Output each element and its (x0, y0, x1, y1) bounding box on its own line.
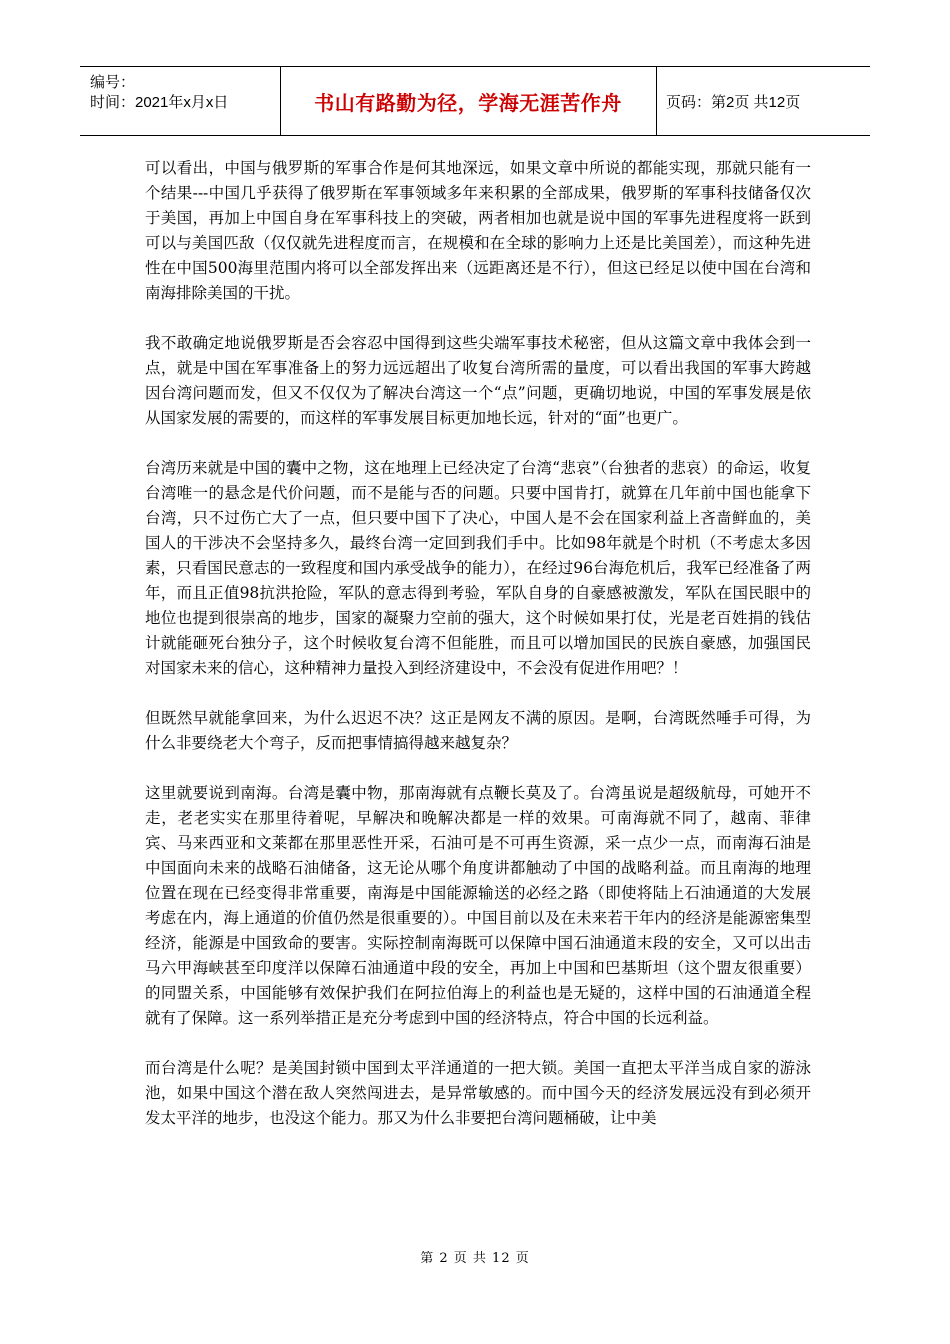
paragraph-2: 我不敢确定地说俄罗斯是否会容忍中国得到这些尖端军事技术秘密，但从这篇文章中我体会到一点，就是中国在军事准备上的努力远远超出了收复台湾所需的量度，可以看出我国的军事大跨越因台湾问题而发，但又不仅仅为了解决台湾这一个“点”问题，更确切地说，中国的军事发展是依从国家发展的需要的，而这样的军事发展目标更加地长远，针对的“面”也更广。 (145, 334, 811, 427)
header-page-number: 页码：第2页 共12页 (666, 93, 801, 111)
page-footer: 第 2 页 共 12 页 (420, 1251, 530, 1266)
paragraph-4: 但既然早就能拿回来，为什么迟迟不决？这正是网友不满的原因。是啊，台湾既然唾手可得，为什么非要绕老大个弯子，反而把事情搞得越来越复杂？ (145, 709, 811, 752)
document-body (145, 156, 811, 1156)
header-divider-right (656, 67, 657, 135)
header-motto: 书山有路勤为径，学海无涯苦作舟 (314, 90, 622, 115)
header-meta (90, 73, 228, 113)
paragraph-6: 而台湾是什么呢？是美国封锁中国到太平洋通道的一把大锁。美国一直把太平洋当成自家的游泳池，如果中国这个潜在敌人突然闯进去，是异常敏感的。而中国今天的经济发展远没有到必须开发太平洋的地步，也没这个能力。那又为什么非要把台湾问题桶破，让中美 (145, 1059, 811, 1127)
paragraph-3: 台湾历来就是中国的囊中之物，这在地理上已经决定了台湾“悲哀”（台独者的悲哀）的命运，收复台湾唯一的悬念是代价问题，而不是能与否的问题。只要中国肯打，就算在几年前中国也能拿下台湾，只不过伤亡大了一点，但只要中国下了决心，中国人是不会在国家利益上吝啬鲜血的，美国人的干涉决不会坚持多久，最终台湾一定回到我们手中。比如98年就是个时机（不考虑太多因素，只看国民意志的一致程度和国内承受战争的能力），在经过96台海危机后，我军已经准备了两年，而且正值98抗洪抢险，军队的意志得到考验，军队自身的自豪感被激发，军队在国民眼中的地位也提到很崇高的地步，国家的凝聚力空前的强大，这个时候如果打仗，光是老百姓捐的钱估计就能砸死台独分子，这个时候收复台湾不但能胜，而且可以增加国民的民族自豪感，加强国民对国家未来的信心，这种精神力量投入到经济建设中，不会没有促进作用吧？！ (145, 459, 811, 677)
document-number-label: 编号： (90, 74, 136, 91)
paragraph-5: 这里就要说到南海。台湾是囊中物，那南海就有点鞭长莫及了。台湾虽说是超级航母，可她开不走，老老实实在那里待着呢，早解决和晚解决都是一样的效果。可南海就不同了，越南、菲律宾、马来西亚和文莱都在那里恶性开采，石油可是不可再生资源，采一点少一点，而南海石油是中国面向未来的战略石油储备，这无论从哪个角度讲都触动了中国的战略利益。而且南海的地理位置在现在已经变得非常重要，南海是中国能源输送的必经之路（即使将陆上石油通道的大发展考虑在内，海上通道的价值仍然是很重要的）。中国目前以及在未来若干年内的经济是能源密集型经济，能源是中国致命的要害。实际控制南海既可以保障中国石油通道末段的安全，又可以出击马六甲海峡甚至印度洋以保障石油通道中段的安全，再加上中国和巴基斯坦（这个盟友很重要）的同盟关系，中国能够有效保护我们在阿拉伯海上的利益也是无疑的，这样中国的石油通道全程就有了保障。这一系列举措正是充分考虑到中国的经济特点，符合中国的长远利益。 (145, 784, 811, 1027)
paragraph-1: 可以看出，中国与俄罗斯的军事合作是何其地深远，如果文章中所说的都能实现，那就只能有一个结果---中国几乎获得了俄罗斯在军事领域多年来积累的全部成果，俄罗斯的军事科技储备仅次于美国，再加上中国自身在军事科技上的突破，两者相加也就是说中国的军事先进程度将一跃到可以与美国匹敌（仅仅就先进程度而言，在规模和在全球的影响力上还是比美国差），而这种先进性在中国500海里范围内将可以全部发挥出来（远距离还是不行），但这已经足以使中国在台湾和南海排除美国的干扰。 (145, 159, 811, 302)
document-date-label: 时间：2021年x月x日 (90, 94, 229, 111)
page-header (80, 66, 870, 136)
